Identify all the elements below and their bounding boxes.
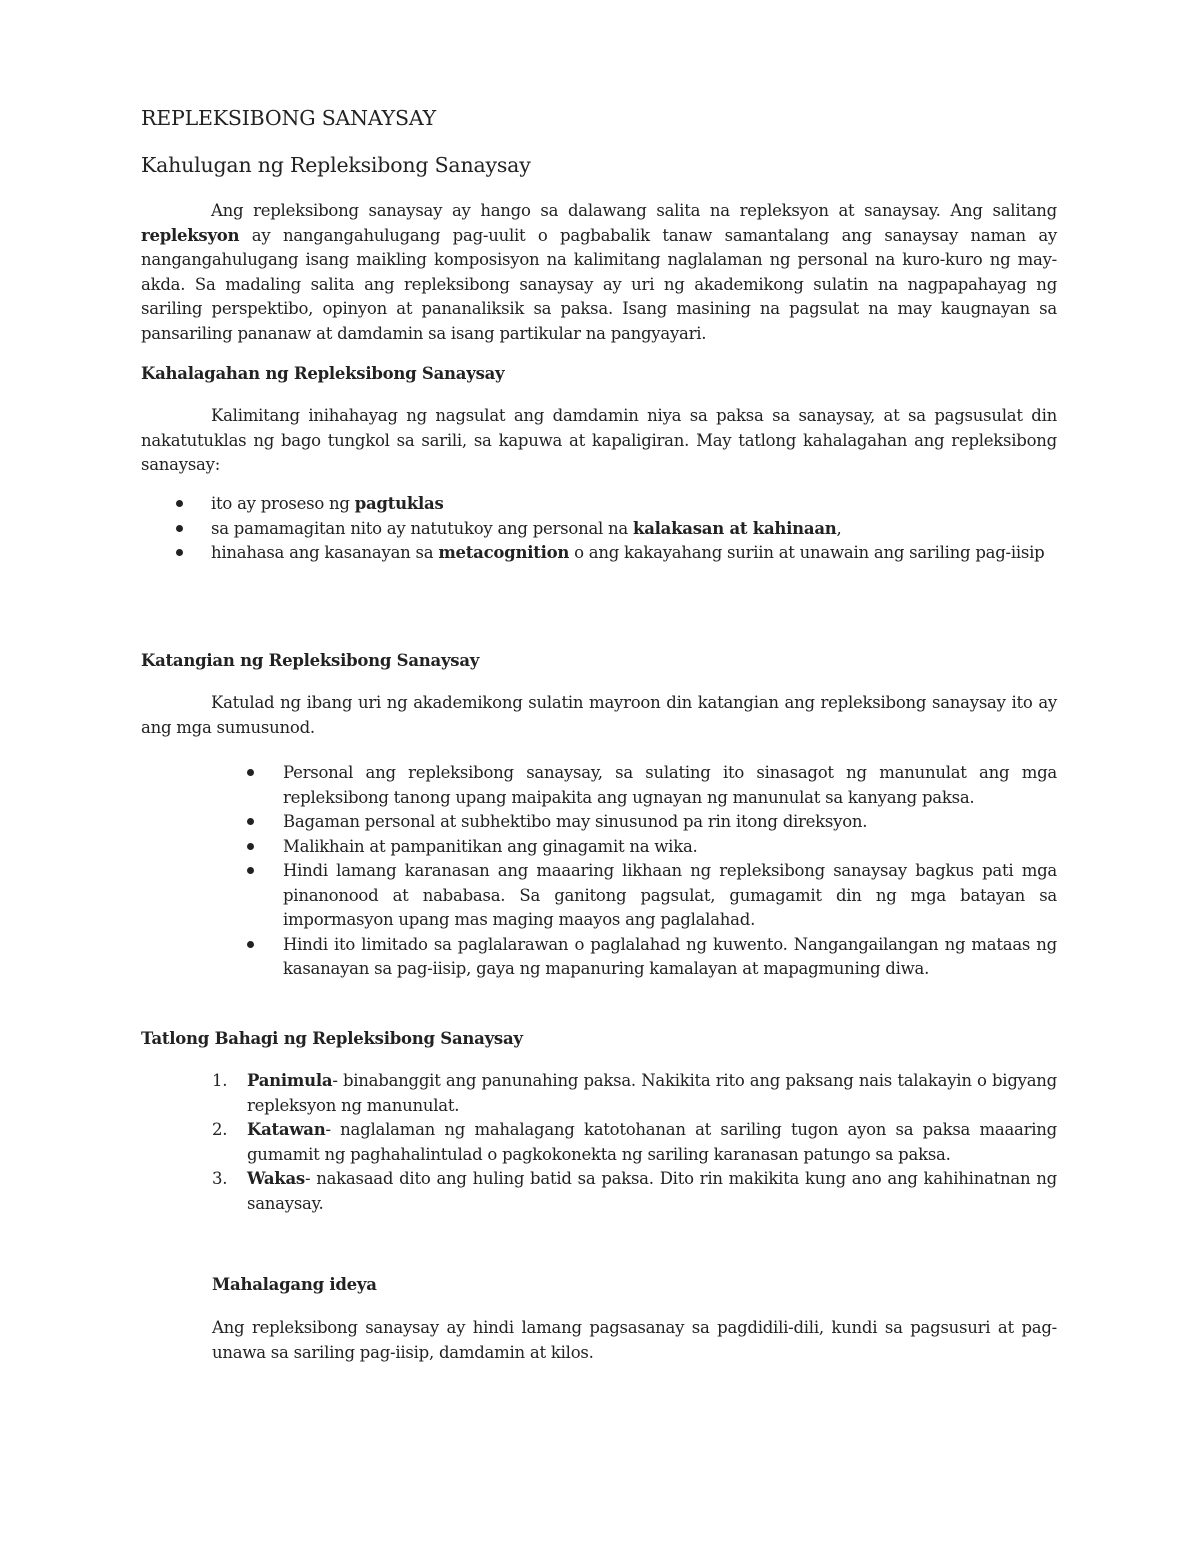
section-heading-mahalagang-ideya: Mahalagang ideya	[212, 1275, 377, 1294]
list-item: Hindi lamang karanasan ang maaaring likhaan ng repleksibong sanaysay bagkus pati mga pinanonood at nababasa. Sa ganitong pagsulat, gumagamit din ng mga batayan sa impormasyon upang mas maging maayos ang paglalahad.	[247, 859, 1057, 933]
kahalagahan-paragraph	[141, 404, 1057, 478]
list-item: 3. Wakas- nakasaad dito ang huling batid sa paksa. Dito rin makikita kung ano ang kahihinatnan ng sanaysay.	[212, 1169, 1057, 1213]
section-heading-kahalagahan: Kahalagahan ng Repleksibong Sanaysay	[141, 364, 505, 383]
mahalagang-ideya-paragraph: Ang repleksibong sanaysay ay hindi lamang pagsasanay sa pagdidili-dili, kundi sa pagsusuri at pag-unawa sa sariling pag-iisip, damdamin at kilos.	[212, 1318, 1057, 1362]
katangian-list	[247, 761, 1057, 982]
bullet-icon	[176, 525, 183, 532]
bullet-icon	[247, 941, 254, 948]
list-item: Personal ang repleksibong sanaysay, sa sulating ito sinasagot ng manunulat ang mga repleksibong tanong upang maipakita ang ugnayan ng manunulat sa kanyang paksa.	[247, 761, 1057, 810]
bullet-icon	[247, 769, 254, 776]
bullet-icon	[247, 818, 254, 825]
bullet-icon	[247, 843, 254, 850]
list-item: sa pamamagitan nito ay natutukoy ang personal na kalakasan at kahinaan,	[176, 517, 1057, 542]
kahalagahan-text: Kalimitang inihahayag ng nagsulat ang damdamin niya sa paksa sa sanaysay, at sa pagsusulat din nakatutuklas ng bago tungkol sa sarili, sa kapuwa at kapaligiran. May tatlong kahalagahan ang repleksibong sanaysay:	[141, 406, 1057, 474]
list-item: Hindi ito limitado sa paglalarawan o paglalahad ng kuwento. Nangangailangan ng mataas ng kasanayan sa pag-iisip, gaya ng mapanuring kamalayan at mapagmuning diwa.	[247, 933, 1057, 982]
bullet-icon	[176, 549, 183, 556]
katangian-paragraph	[141, 691, 1057, 740]
section-heading-tatlong-bahagi: Tatlong Bahagi ng Repleksibong Sanaysay	[141, 1029, 523, 1048]
bullet-icon	[176, 500, 183, 507]
bahagi-list	[212, 1069, 1057, 1216]
list-number: 1.	[212, 1071, 228, 1090]
bullet-icon	[247, 867, 254, 874]
list-item: hinahasa ang kasanayan sa metacognition o ang kakayahang suriin at unawain ang sariling pag-iisip	[176, 541, 1057, 566]
list-item: 1. Panimula- binabanggit ang panunahing paksa. Nakikita rito ang paksang nais talakayin o bigyang repleksyon ng manunulat.	[212, 1071, 1057, 1115]
intro-paragraph	[141, 199, 1057, 346]
list-item: Bagaman personal at subhektibo may sinusunod pa rin itong direksyon.	[247, 810, 1057, 835]
section-heading-katangian: Katangian ng Repleksibong Sanaysay	[141, 651, 480, 670]
intro-text-2: ay nangangahulugang pag-uulit o pagbabalik tanaw samantalang ang sanaysay naman ay nangangahulugang isang maikling komposisyon na kalimitang naglalaman ng personal na kuro-kuro ng may-akda. Sa madaling salita ang repleksibong sanaysay ay uri ng akademikong sulatin na nagpapahayag ng sariling perspektibo, opinyon at pananaliksik sa paksa. Isang masining na pagsulat na may kaugnayan sa pansariling pananaw at damdamin sa isang partikular na pangyayari.	[141, 225, 1057, 343]
list-number: 2.	[212, 1120, 228, 1139]
list-item: Malikhain at pampanitikan ang ginagamit na wika.	[247, 835, 1057, 860]
list-item: 2. Katawan- naglalaman ng mahalagang katotohanan at sariling tugon ayon sa paksa maaaring gumamit ng paghahalintulad o pagkokonekta ng sariling karanasan patungo sa paksa.	[212, 1120, 1057, 1164]
kahalagahan-list	[176, 492, 1057, 566]
intro-bold-term: repleksyon	[141, 225, 240, 245]
list-number: 3.	[212, 1169, 228, 1188]
list-item: ito ay proseso ng pagtuklas	[176, 492, 1057, 517]
katangian-text: Katulad ng ibang uri ng akademikong sulatin mayroon din katangian ang repleksibong sanaysay ito ay ang mga sumusunod.	[141, 693, 1057, 737]
intro-text-1: Ang repleksibong sanaysay ay hango sa dalawang salita na repleksyon at sanaysay. Ang salitang	[211, 201, 1057, 220]
document-title: REPLEKSIBONG SANAYSAY	[141, 106, 436, 130]
document-subtitle: Kahulugan ng Repleksibong Sanaysay	[141, 153, 531, 177]
